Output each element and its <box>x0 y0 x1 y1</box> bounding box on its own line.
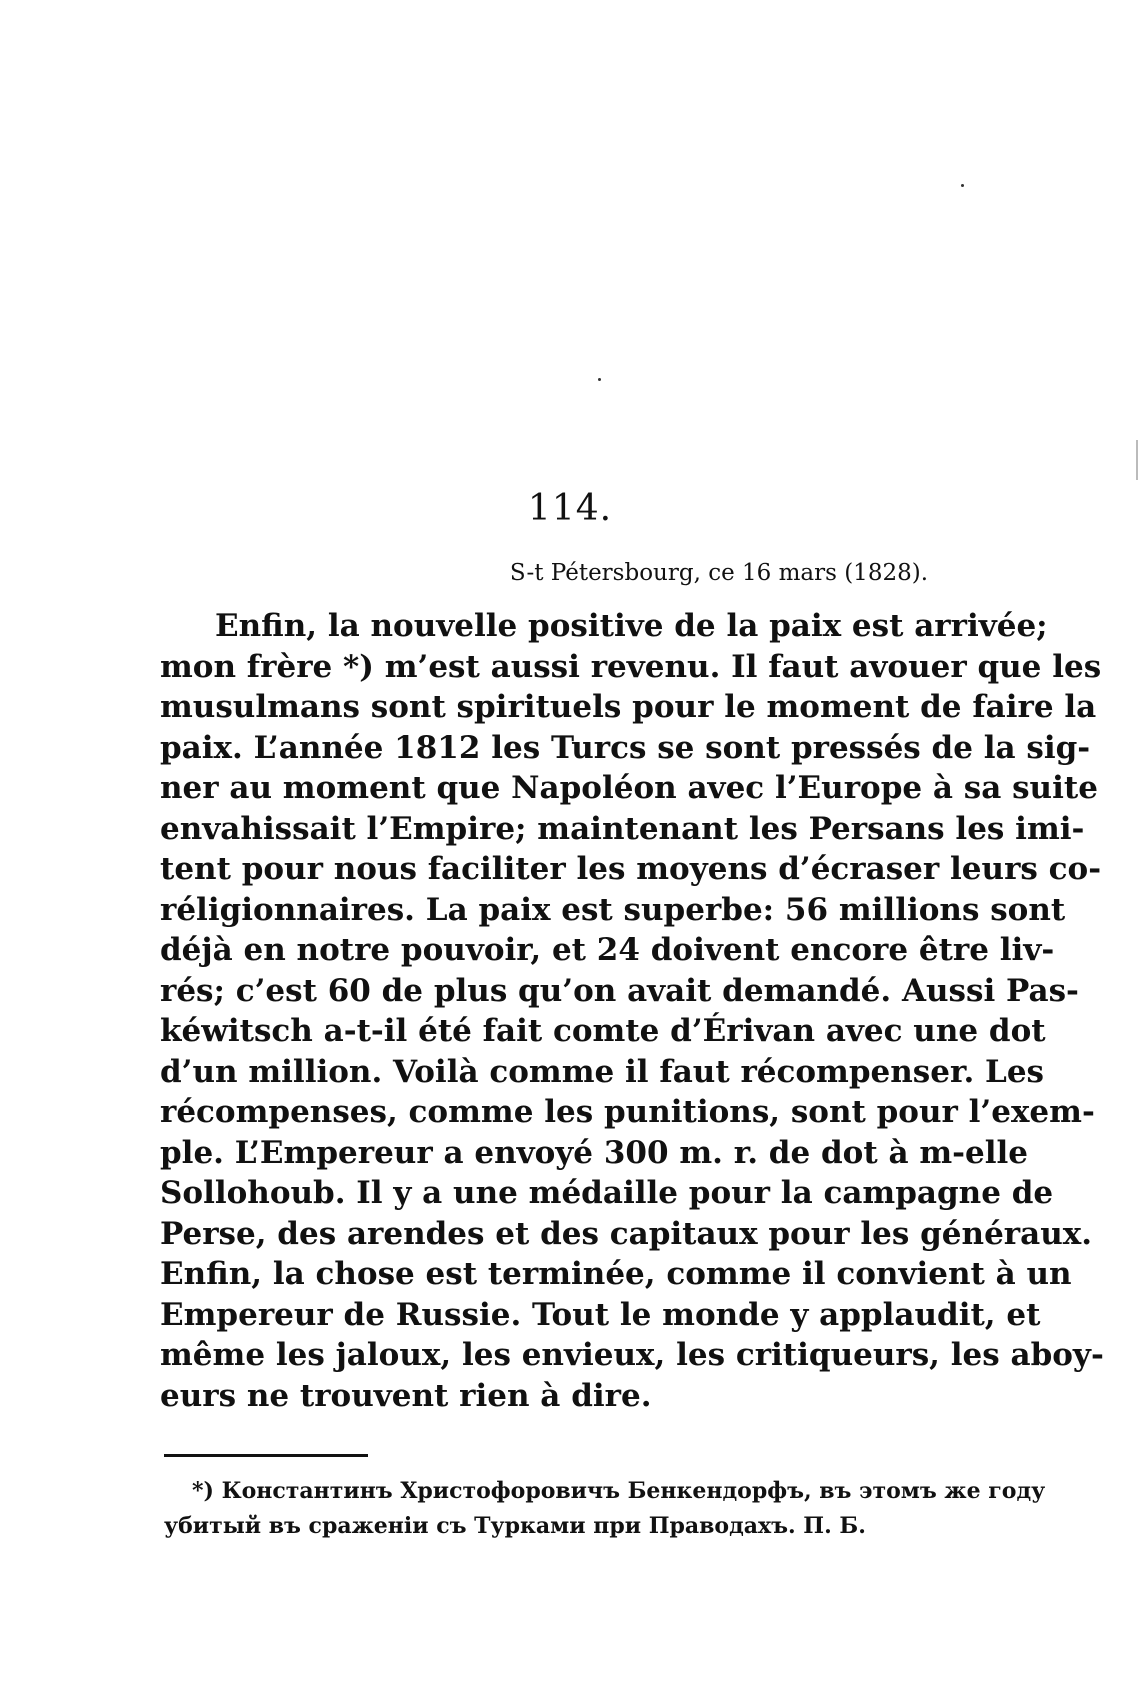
body-line: Perse, des arendes et des capitaux pour les généraux. <box>160 1215 1093 1252</box>
body-line: eurs ne trouvent rien à dire. <box>160 1377 652 1414</box>
body-line: déjà en notre pouvoir, et 24 doivent encore être liv- <box>160 932 1055 968</box>
body-line: ner au moment que Napoléon avec l’Europe à sa suite <box>160 770 1098 806</box>
footnote-rule <box>164 1454 368 1457</box>
body-line: paix. L’année 1812 les Turcs se sont pressés de la sig- <box>160 729 1091 766</box>
footnote-line: *) Константинъ Христофоровичъ Бенкендорфъ, въ этомъ же году <box>192 1478 1046 1504</box>
body-line: musulmans sont spirituels pour le moment de faire la <box>160 689 1097 725</box>
body-line: d’un million. Voilà comme il faut récompenser. Les <box>160 1053 1045 1090</box>
body-line: réligionnaires. La paix est superbe: 56 millions sont <box>160 891 1066 928</box>
body-line: même les jaloux, les envieux, les critiqueurs, les aboy- <box>160 1337 1104 1373</box>
body-line: rés; c’est 60 de plus qu’on avait demandé. Aussi Pas- <box>160 972 1079 1009</box>
body-line: mon frère *) m’est aussi revenu. Il faut avouer que les <box>160 648 1102 685</box>
footnote-line: убитый въ сраженіи съ Турками при Праводахъ. П. Б. <box>164 1513 866 1539</box>
letter-number: 114. <box>527 488 613 529</box>
body-line: Enfin, la nouvelle positive de la paix est arrivée; <box>215 608 1048 644</box>
print-speck <box>598 378 601 381</box>
dateline: S-t Pétersbourg, ce 16 mars (1828). <box>509 560 928 586</box>
body-line: tent pour nous faciliter les moyens d’écraser leurs co- <box>160 851 1102 887</box>
body-line: récompenses, comme les punitions, sont pour l’exem- <box>160 1094 1095 1130</box>
body-line: ple. L’Empereur a envoyé 300 m. r. de dot à m-elle <box>160 1134 1028 1171</box>
body-line: Empereur de Russie. Tout le monde y applaudit, et <box>160 1296 1041 1333</box>
body-line: envahissait l’Empire; maintenant les Persans les imi- <box>160 810 1085 847</box>
body-line: Enfin, la chose est terminée, comme il convient à un <box>160 1256 1072 1292</box>
page-edge-mark <box>1136 440 1138 480</box>
print-speck <box>961 184 964 187</box>
letter-body <box>160 606 1104 1416</box>
body-line: kéwitsch a-t-il été fait comte d’Érivan avec une dot <box>160 1013 1046 1049</box>
body-line: Sollohoub. Il y a une médaille pour la campagne de <box>160 1175 1054 1211</box>
footnote <box>164 1474 1046 1544</box>
